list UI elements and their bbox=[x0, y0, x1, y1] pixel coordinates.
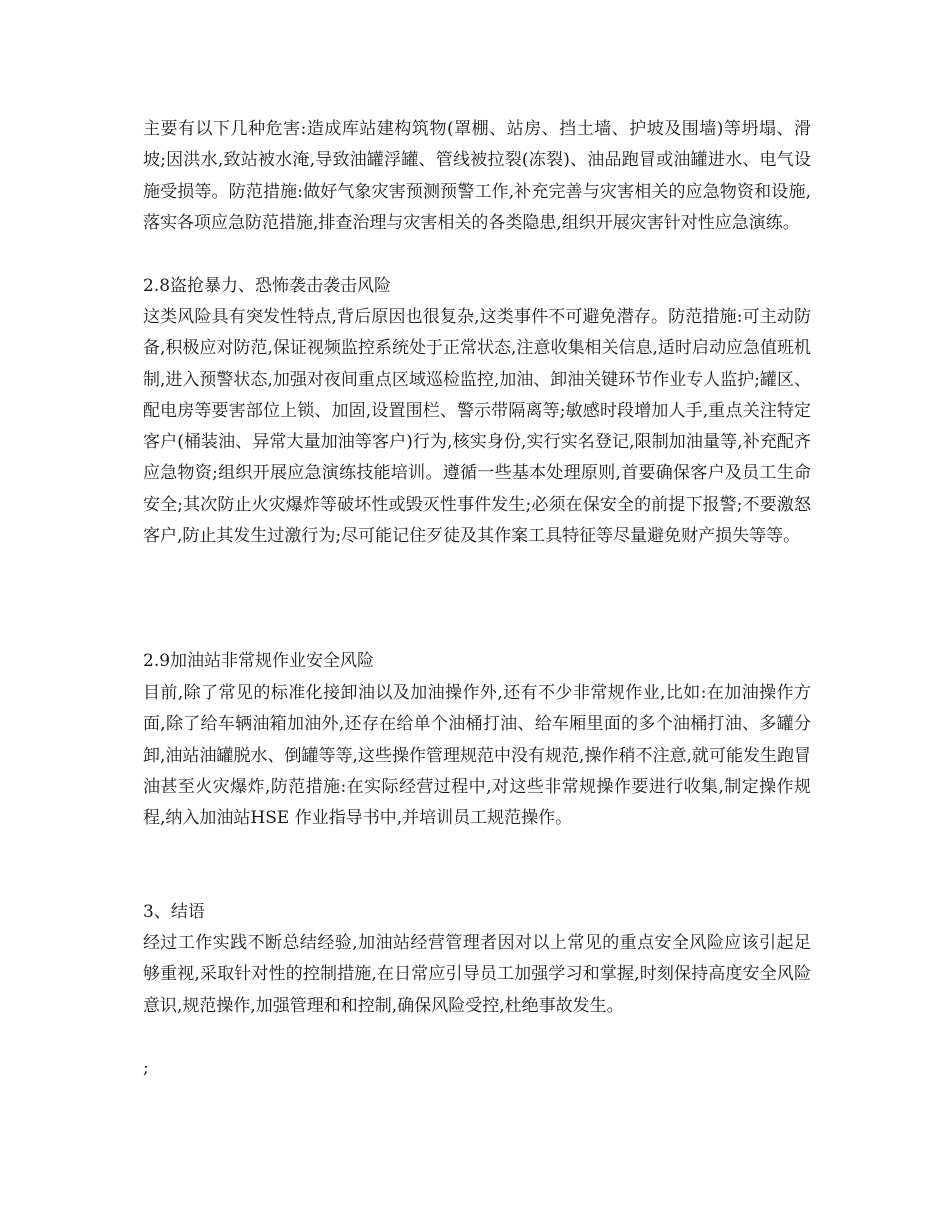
trailing-semicolon: ; bbox=[143, 1058, 149, 1078]
paragraph-robbery-terror-risk: 这类风险具有突发性特点,背后原因也很复杂,这类事件不可避免潜存。防范措施:可主动防备,积极应对防范,保证视频监控系统处于正常状态,注意收集相关信息,适时启动应急值班机制,进入预警状态,加强对夜间重点区域巡检监控,加油、卸油关键环节作业专人监护;罐区、配电房等要害部位上锁、加固,设置围栏、警示带隔离等;敏感时段增加人手,重点关注特定客户(桶装油、异常大量加油等客户)行为,核实身份,实行实名登记,限制加油量等,补充配齐应急物资;组织开展应急演练技能培训。遵循一些基本处理原则,首要确保客户及员工生命安全;其次防止火灾爆炸等破坏性或毁灭性事件发生;必须在保安全的前提下报警;不要激怒客户,防止其发生过激行为;尽可能记住歹徒及其作案工具特征等尽量避免财产损失等等。 bbox=[143, 307, 811, 547]
paragraph-conclusion: 经过工作实践不断总结经验,加油站经营管理者因对以上常见的重点安全风险应该引起足够重视,采取针对性的控制措施,在日常应引导员工加强学习和掌握,时刻保持高度安全风险意识,规范操作,加强管理和和控制,确保风险受控,杜绝事故发生。 bbox=[143, 933, 811, 1016]
paragraph-nonroutine-operations: 目前,除了常见的标准化接卸油以及加油操作外,还有不少非常规作业,比如:在加油操作方面,除了给车辆油箱加油外,还存在给单个油桶打油、给车厢里面的多个油桶打油、多罐分卸,油站油罐脱水、倒罐等等,这些操作管理规范中没有规范,操作稍不注意,就可能发生跑冒油甚至火灾爆炸,防范措施:在实际经营过程中,对这些非常规操作要进行收集,制定操作规程,纳入加油站HSE 作业指导书中,并培训员工规范操作。 bbox=[143, 683, 811, 829]
section-heading-2-9: 2.9加油站非常规作业安全风险 bbox=[143, 651, 375, 671]
section-heading-3-conclusion: 3、结语 bbox=[143, 902, 205, 922]
paragraph-natural-hazards: 主要有以下几种危害:造成库站建构筑物(罩棚、站房、挡土墙、护坡及围墙)等坍塌、滑坡;因洪水,致站被水淹,导致油罐浮罐、管线被拉裂(冻裂)、油品跑冒或油罐进水、电气设施受损等。防范措施:做好气象灾害预测预警工作,补充完善与灾害相关的应急物资和设施,落实各项应急防范措施,排查治理与灾害相关的各类隐患,组织开展灾害针对性应急演练。 bbox=[143, 119, 811, 233]
section-heading-2-8: 2.8盗抢暴力、恐怖袭击袭击风险 bbox=[143, 276, 392, 296]
